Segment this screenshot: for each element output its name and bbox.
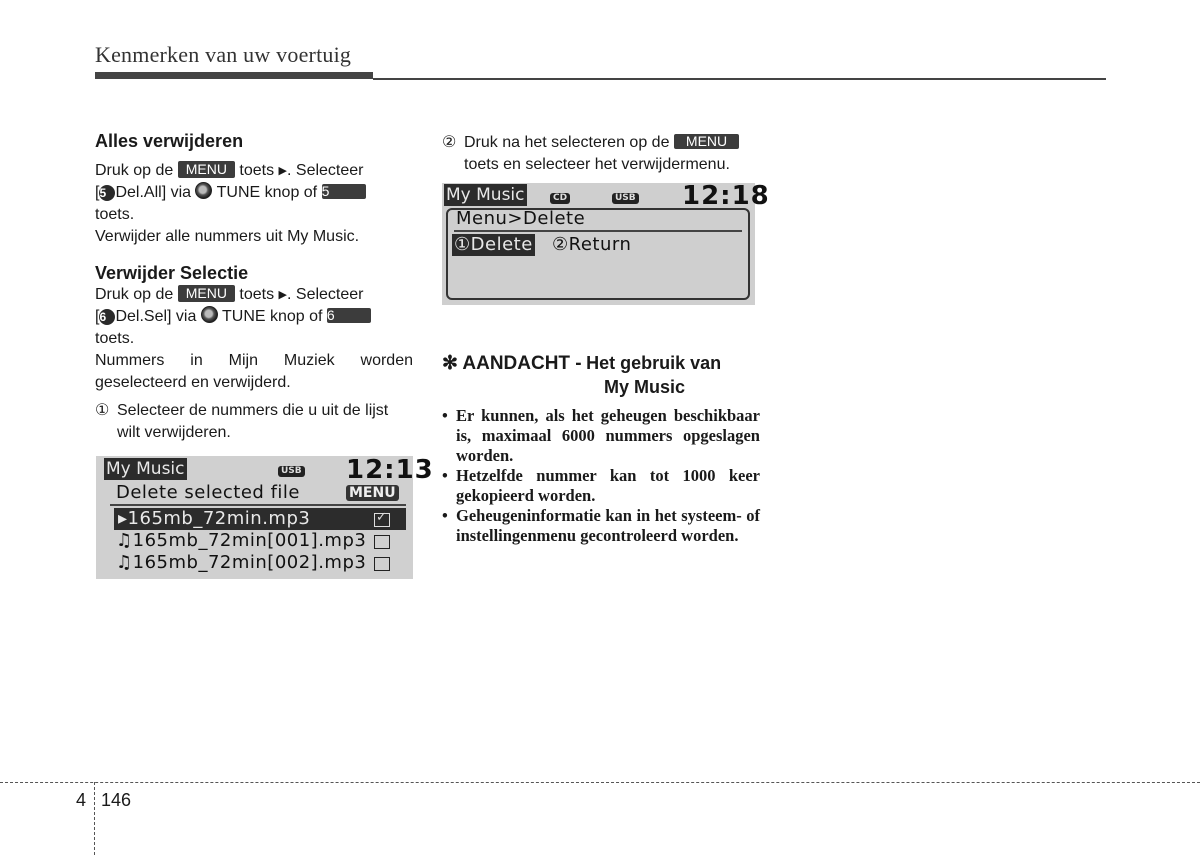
delete-selection-description: Nummers in Mijn Muziek worden geselecteerd en verwijderd. — [95, 352, 413, 391]
audio-screen-delete-selected — [96, 455, 434, 579]
usb-badge: USB — [278, 466, 305, 477]
screen-clock: 12:13 — [346, 455, 434, 485]
footer-vertical-rule — [94, 782, 95, 855]
screen-header-row: Delete selected file — [116, 482, 300, 503]
screen-clock: 12:18 — [682, 181, 770, 211]
tune-knob-icon — [195, 182, 212, 199]
checkbox-icon — [374, 535, 390, 549]
caution-item: • Er kunnen, als het geheugen beschikbaar is, maximaal 6000 nummers opgeslagen worden. — [442, 406, 760, 465]
screen-menu-line: Menu>Delete — [456, 208, 586, 229]
file-row-selected: ▸165mb_72min.mp3 — [114, 508, 406, 530]
screen-divider — [110, 504, 406, 506]
button-5-label: 5 — [322, 184, 366, 199]
delete-all-instruction: Druk op de MENU toets ▶. Selecteer [5 Del.All] via TUNE knop of 5 toets. — [95, 160, 413, 226]
checkbox-checked-icon: ✓ — [374, 513, 390, 527]
usb-badge: USB — [612, 193, 639, 204]
caution-block — [442, 352, 760, 546]
checkbox-icon — [374, 557, 390, 571]
menu-button-label: MENU — [178, 285, 235, 302]
page-number: 146 — [101, 790, 132, 810]
arrow-right-icon: ▶ — [278, 289, 288, 301]
number-5-icon: 5 — [99, 185, 115, 201]
section-title-delete-selection: Verwijder Selectie — [95, 263, 249, 283]
menu-button-label: MENU — [674, 134, 739, 149]
step-1 — [95, 400, 413, 444]
screen-menu-tag: MENU — [346, 485, 399, 501]
arrow-right-icon: ▶ — [278, 165, 288, 177]
file-row: ♫165mb_72min[002].mp3 — [116, 552, 367, 573]
left-column — [95, 130, 413, 444]
header-rule-thick — [95, 72, 373, 79]
caution-subtitle-1: Het gebruik van — [586, 353, 722, 373]
button-6-label: 6 — [327, 308, 371, 323]
delete-all-description: Verwijder alle nummers uit My Music. — [95, 228, 360, 245]
caution-list — [442, 406, 760, 546]
step-2: ② Druk na het selecteren op de MENU toets en selecteer het verwijdermenu. — [442, 132, 760, 176]
step-1-text: Selecteer de nummers die u uit de lijst wilt verwijderen. — [117, 402, 389, 441]
screen-title: My Music — [106, 459, 185, 479]
caution-item: • Geheugeninformatie kan in het systeem- of instellingenmenu gecontroleerd worden. — [442, 506, 760, 545]
caution-heading — [442, 352, 760, 376]
option-delete-selected: ①Delete — [454, 234, 533, 255]
file-row: ♫165mb_72min[001].mp3 — [116, 530, 367, 551]
step-1-marker: ① — [95, 402, 110, 419]
step-2-marker: ② — [442, 134, 457, 151]
caution-symbol-icon: ✻ — [442, 353, 458, 374]
footer-rule — [0, 782, 1200, 783]
screen-title: My Music — [446, 185, 525, 205]
tune-knob-icon — [201, 306, 218, 323]
delete-selection-instruction: Druk op de MENU toets ▶. Selecteer [6 Del.Sel] via TUNE knop of 6 toets. — [95, 284, 413, 350]
chapter-number: 4 — [76, 790, 87, 810]
cd-badge: CD — [550, 193, 570, 204]
header-rule-thin — [373, 78, 1106, 80]
option-return: ②Return — [552, 234, 632, 255]
caution-label: AANDACHT - — [462, 353, 582, 374]
number-6-icon: 6 — [99, 309, 115, 325]
middle-column — [442, 132, 760, 176]
caution-item: • Hetzelfde nummer kan tot 1000 keer gekopieerd worden. — [442, 466, 760, 505]
caution-subtitle-2: My Music — [604, 377, 686, 397]
page-header-title: Kenmerken van uw voertuig — [95, 42, 352, 67]
audio-screen-delete-menu — [442, 181, 770, 305]
section-title-delete-all: Alles verwijderen — [95, 131, 244, 151]
screen-panel — [446, 208, 750, 300]
screen-divider — [454, 230, 742, 232]
menu-button-label: MENU — [178, 161, 235, 178]
